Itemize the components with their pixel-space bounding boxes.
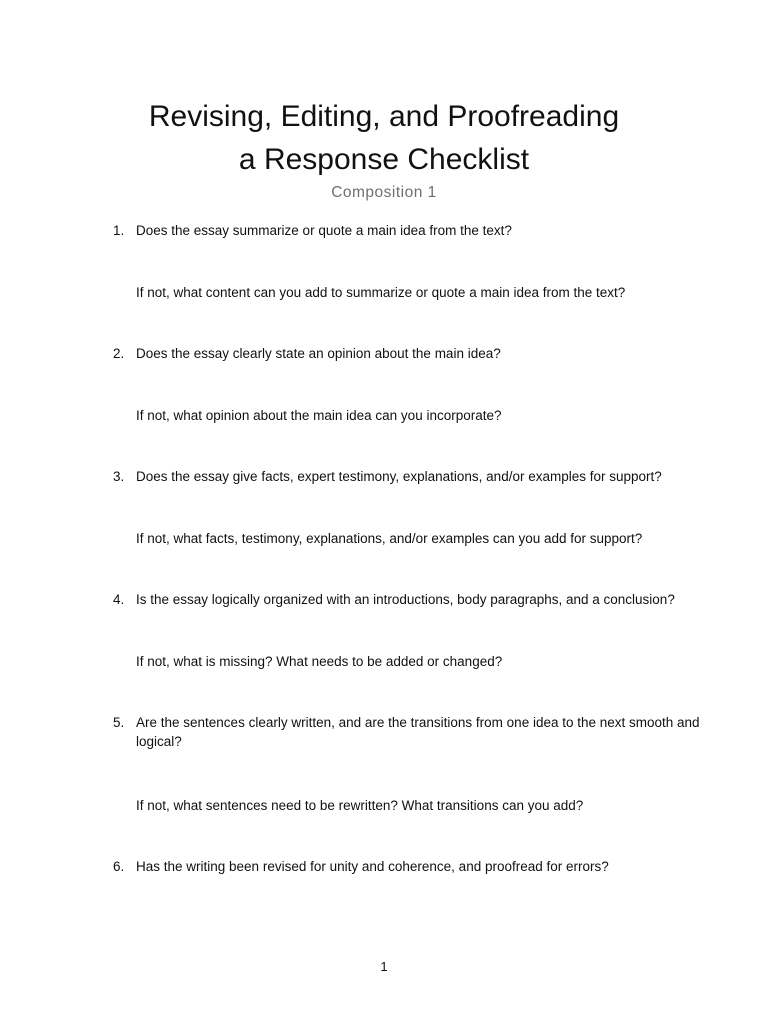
item-number-1: 1. bbox=[113, 223, 125, 238]
document-title-line-1: Revising, Editing, and Proofreading bbox=[148, 100, 620, 133]
item-followup-5: If not, what sentences need to be rewritten? What transitions can you add? bbox=[136, 798, 584, 813]
item-followup-3: If not, what facts, testimony, explanations, and/or examples can you add for support? bbox=[136, 531, 643, 546]
page-number: 1 bbox=[380, 959, 388, 974]
document-subtitle: Composition 1 bbox=[331, 184, 437, 201]
item-question-2: Does the essay clearly state an opinion about the main idea? bbox=[136, 346, 501, 361]
item-question-1: Does the essay summarize or quote a main idea from the text? bbox=[136, 223, 512, 238]
item-number-6: 6. bbox=[113, 859, 125, 874]
item-question-6: Has the writing been revised for unity and coherence, and proofread for errors? bbox=[136, 859, 609, 874]
item-number-4: 4. bbox=[113, 592, 125, 607]
item-number-5: 5. bbox=[113, 715, 125, 730]
item-question-3: Does the essay give facts, expert testimony, explanations, and/or examples for support? bbox=[136, 469, 662, 484]
item-number-2: 2. bbox=[113, 346, 125, 361]
item-question-4: Is the essay logically organized with an introductions, body paragraphs, and a conclusion? bbox=[136, 592, 675, 607]
item-number-3: 3. bbox=[113, 469, 125, 484]
document-title-line-2: a Response Checklist bbox=[238, 143, 530, 176]
item-followup-4: If not, what is missing? What needs to be added or changed? bbox=[136, 654, 503, 669]
item-question-5: Are the sentences clearly written, and are the transitions from one idea to the next smooth and logical? bbox=[136, 715, 700, 749]
item-followup-1: If not, what content can you add to summarize or quote a main idea from the text? bbox=[136, 285, 626, 300]
item-followup-2: If not, what opinion about the main idea can you incorporate? bbox=[136, 408, 502, 423]
